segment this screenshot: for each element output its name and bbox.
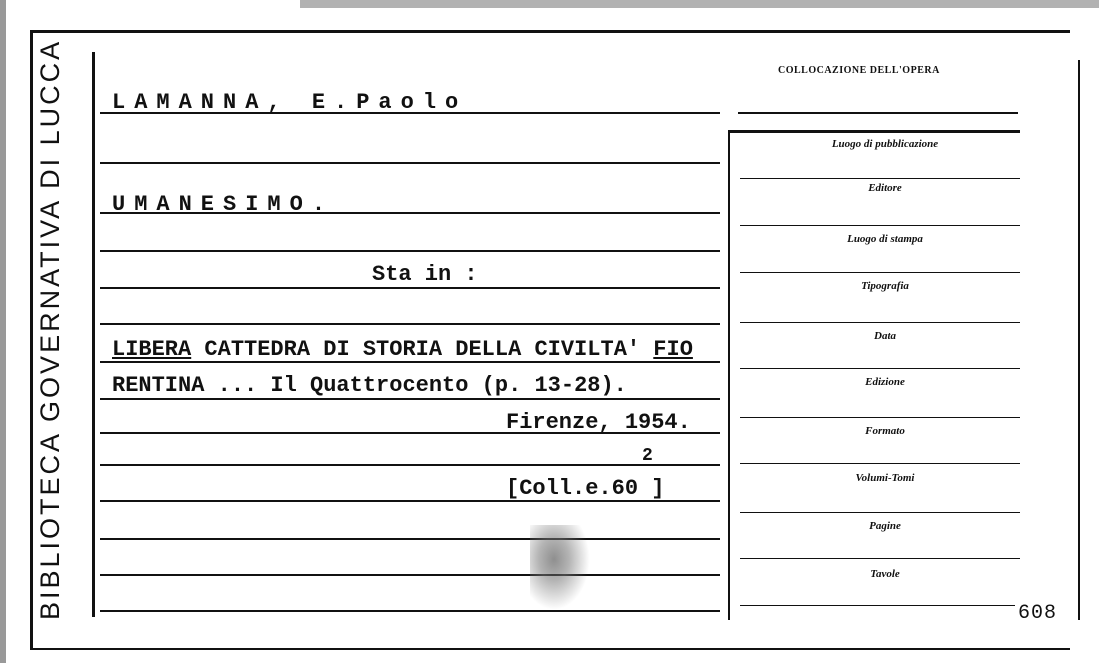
- right-rule: [740, 463, 1020, 464]
- right-top-rule: [738, 112, 1018, 114]
- field-volumi-tomi: Volumi-Tomi: [855, 472, 915, 484]
- right-rule: [740, 417, 1020, 418]
- ruled-line: [100, 538, 720, 540]
- field-luogo-stampa: Luogo di stampa: [847, 233, 923, 245]
- field-tipografia: Tipografia: [861, 280, 909, 292]
- right-border: [1078, 60, 1080, 620]
- ruled-line: [100, 464, 720, 466]
- main-column-line: [92, 52, 95, 617]
- author-line: LAMANNA, E.Paolo: [112, 90, 468, 115]
- title-word-libera: LIBERA: [112, 337, 192, 362]
- right-box-left: [728, 130, 730, 620]
- ruled-line: [100, 323, 720, 325]
- field-editore: Editore: [868, 182, 902, 194]
- right-rule: [740, 605, 1015, 606]
- field-formato: Formato: [865, 425, 905, 437]
- ruled-line: [100, 287, 720, 289]
- institution-name: BIBLIOTECA GOVERNATIVA DI LUCCA: [35, 38, 65, 620]
- right-box-top: [730, 130, 1020, 133]
- ruled-line: [100, 398, 720, 400]
- right-rule: [740, 368, 1020, 369]
- title-middle: CATTEDRA DI STORIA DELLA CIVILTA': [191, 337, 654, 362]
- right-rule: [740, 322, 1020, 323]
- right-rule: [740, 558, 1020, 559]
- right-rule: [740, 272, 1020, 273]
- right-rule: [740, 225, 1020, 226]
- margin-note: 608: [1018, 602, 1058, 625]
- place-date-line: Firenze, 1954.: [506, 410, 691, 435]
- field-tavole: Tavole: [870, 568, 900, 580]
- collocazione-header: COLLOCAZIONE DELL'OPERA: [778, 65, 940, 76]
- ruled-line: [100, 162, 720, 164]
- scan-edge-top: [300, 0, 1099, 8]
- field-pagine: Pagine: [869, 520, 901, 532]
- field-edizione: Edizione: [865, 376, 905, 388]
- ruled-line: [100, 574, 720, 576]
- ruled-line: [100, 250, 720, 252]
- shelfmark: [Coll.e.60 ]: [506, 476, 665, 501]
- title-line-2: RENTINA ... Il Quattrocento (p. 13-28).: [112, 373, 627, 398]
- stamp-smudge: [530, 525, 590, 610]
- subject-line: UMANESIMO.: [112, 192, 335, 217]
- right-rule: [740, 178, 1020, 179]
- scan-edge-left: [0, 0, 6, 663]
- right-rule: [740, 512, 1020, 513]
- shelfmark-superscript: 2: [642, 446, 653, 466]
- bottom-border: [30, 648, 1070, 650]
- sta-in-line: Sta in :: [372, 262, 478, 287]
- field-luogo-pubblicazione: Luogo di pubblicazione: [831, 138, 939, 150]
- field-data: Data: [874, 330, 896, 342]
- title-line-1: [112, 337, 693, 362]
- left-border: [30, 30, 33, 650]
- top-border: [30, 30, 1070, 33]
- ruled-line: [100, 610, 720, 612]
- title-word-fio: FIO: [653, 337, 693, 362]
